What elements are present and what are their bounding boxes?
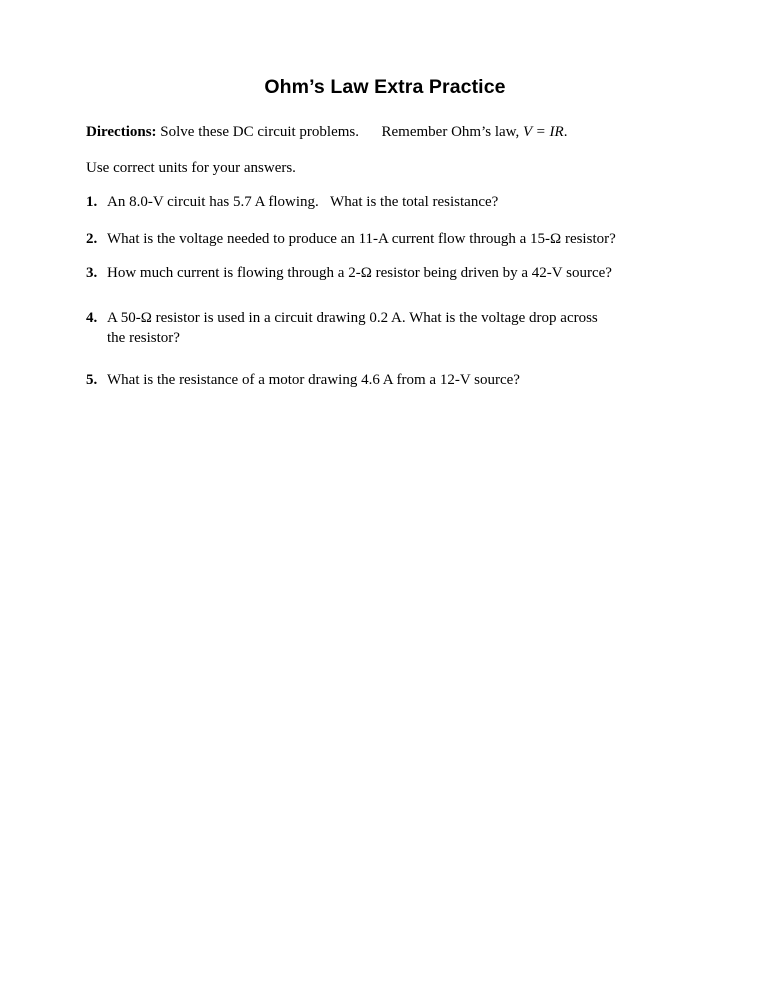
question-number: 3. bbox=[86, 265, 98, 281]
question-list bbox=[86, 193, 684, 390]
question-line: An 8.0-V circuit has 5.7 A flowing. What is the total resistance? bbox=[107, 194, 499, 210]
question-line: What is the voltage needed to produce an 11-A current flow through a 15-Ω resistor? bbox=[107, 231, 616, 247]
question-item-3 bbox=[86, 264, 684, 283]
question-item-5 bbox=[86, 371, 684, 390]
directions-paragraph bbox=[86, 123, 684, 142]
units-note: Use correct units for your answers. bbox=[86, 160, 296, 176]
question-item-1 bbox=[86, 193, 684, 212]
question-text bbox=[107, 308, 684, 348]
question-line: What is the resistance of a motor drawing 4.6 A from a 12-V source? bbox=[107, 372, 520, 388]
question-number: 5. bbox=[86, 372, 98, 388]
directions-text: Solve these DC circuit problems. Remember Ohm’s law, bbox=[156, 124, 524, 140]
question-item-4 bbox=[86, 308, 684, 348]
question-number: 2. bbox=[86, 231, 98, 247]
question-text bbox=[107, 264, 684, 283]
question-item-2 bbox=[86, 230, 684, 249]
ohms-law-formula: V = IR bbox=[523, 124, 564, 140]
question-line: A 50-Ω resistor is used in a circuit drawing 0.2 A. What is the voltage drop across bbox=[107, 310, 598, 326]
question-number: 1. bbox=[86, 194, 98, 210]
question-text bbox=[107, 371, 684, 390]
directions-period: . bbox=[563, 124, 568, 140]
directions-label: Directions: bbox=[86, 124, 157, 140]
question-number: 4. bbox=[86, 310, 98, 326]
page-title: Ohm’s Law Extra Practice bbox=[264, 76, 506, 98]
question-line: How much current is flowing through a 2-Ω resistor being driven by a 42-V source? bbox=[107, 265, 612, 281]
question-line: the resistor? bbox=[107, 330, 180, 346]
question-text bbox=[107, 230, 684, 249]
question-text bbox=[107, 193, 684, 212]
